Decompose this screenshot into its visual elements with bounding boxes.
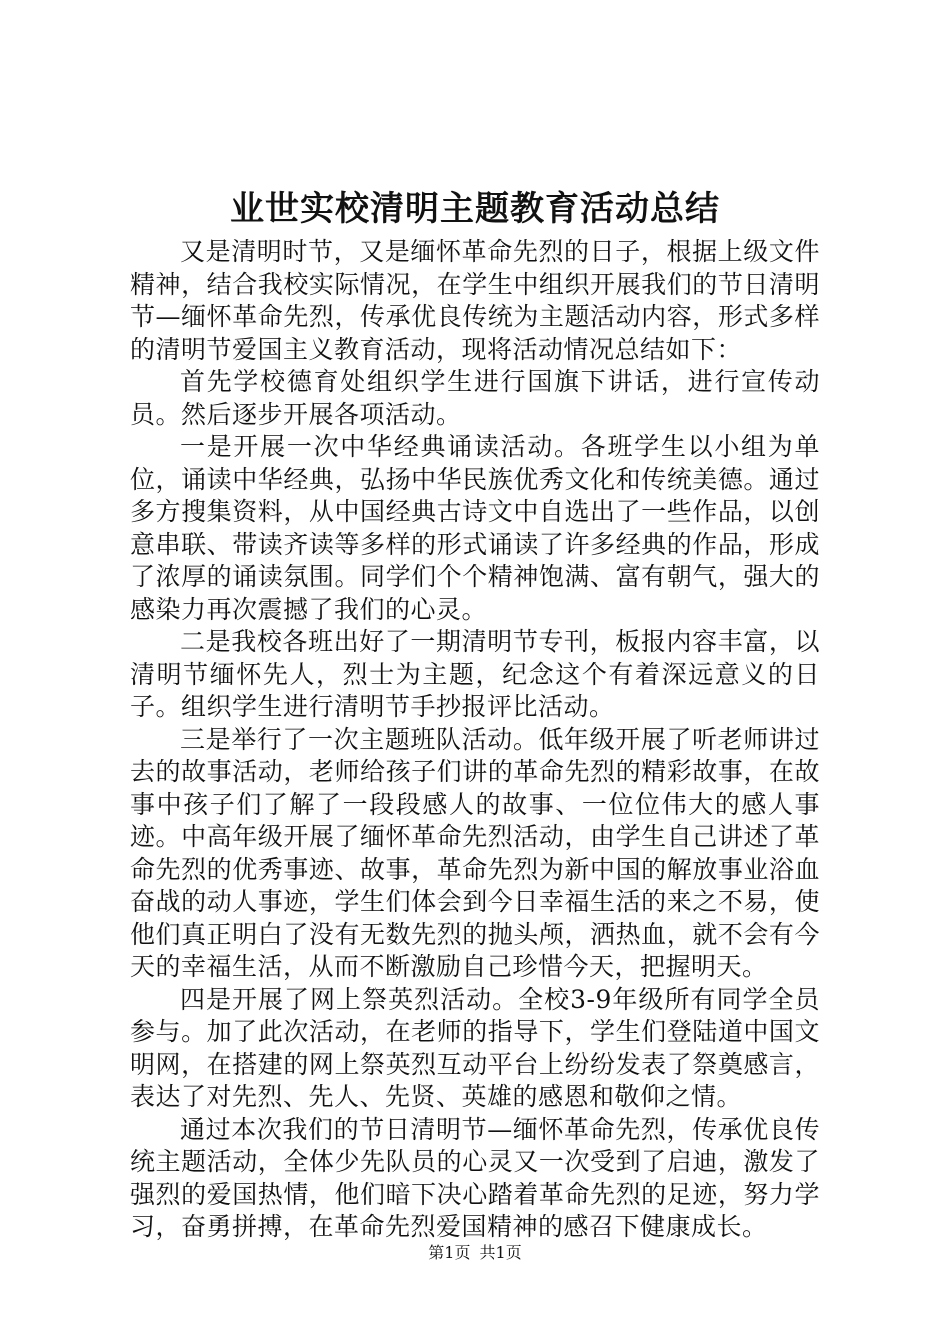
paragraph-conclusion: 通过本次我们的节日清明节—缅怀革命先烈，传承优良传统主题活动，全体少先队员的心灵又一次受到了启迪，激发了强烈的爱国热情，他们暗下决心踏着革命先烈的足迹，努力学习，奋勇拼搏，在革命先烈爱国精神的感召下健康成长。 [130, 1114, 820, 1241]
document-title: 业世实校清明主题教育活动总结 [230, 189, 720, 229]
paragraph-intro: 又是清明时节，又是缅怀革命先烈的日子，根据上级文件精神，结合我校实际情况，在学生中组织开展我们的节日清明节—缅怀革命先烈，传承优良传统为主题活动内容，形式多样的清明节爱国主义教育活动，现将活动情况总结如下： [130, 237, 820, 364]
paragraph-activity-one: 一是开展一次中华经典诵读活动。各班学生以小组为单位，诵读中华经典，弘扬中华民族优秀文化和传统美德。通过多方搜集资料，从中国经典古诗文中自选出了一些作品，以创意串联、带读齐读等多样的形式诵读了许多经典的作品，形成了浓厚的诵读氛围。同学们个个精神饱满、富有朝气，强大的感染力再次震撼了我们的心灵。 [130, 432, 820, 624]
page-number-total: 共1页 [479, 1243, 522, 1262]
document-body [130, 236, 820, 1244]
paragraph-first: 首先学校德育处组织学生进行国旗下讲话，进行宣传动员。然后逐步开展各项活动。 [130, 367, 820, 429]
paragraph-activity-two: 二是我校各班出好了一期清明节专刊，板报内容丰富，以清明节缅怀先人，烈士为主题，纪念这个有着深远意义的日子。组织学生进行清明节手抄报评比活动。 [130, 627, 820, 721]
page-footer [0, 1243, 950, 1263]
paragraph-activity-three: 三是举行了一次主题班队活动。低年级开展了听老师讲过去的故事活动，老师给孩子们讲的革命先烈的精彩故事，在故事中孩子们了解了一段段感人的故事、一位位伟大的感人事迹。中高年级开展了缅怀革命先烈活动，由学生自己讲述了革命先烈的优秀事迹、故事，革命先烈为新中国的解放事业浴血奋战的动人事迹，学生们体会到今日幸福生活的来之不易，使他们真正明白了没有无数先烈的抛头颅，洒热血，就不会有今天的幸福生活，从而不断激励自己珍惜今天，把握明天。 [130, 724, 820, 981]
paragraph-activity-four: 四是开展了网上祭英烈活动。全校3-9年级所有同学全员参与。加了此次活动，在老师的指导下，学生们登陆道中国文明网，在搭建的网上祭英烈互动平台上纷纷发表了祭奠感言，表达了对先烈、先人、先贤、英雄的感恩和敬仰之情。 [130, 984, 820, 1111]
page-number-current: 第1页 [428, 1243, 471, 1262]
